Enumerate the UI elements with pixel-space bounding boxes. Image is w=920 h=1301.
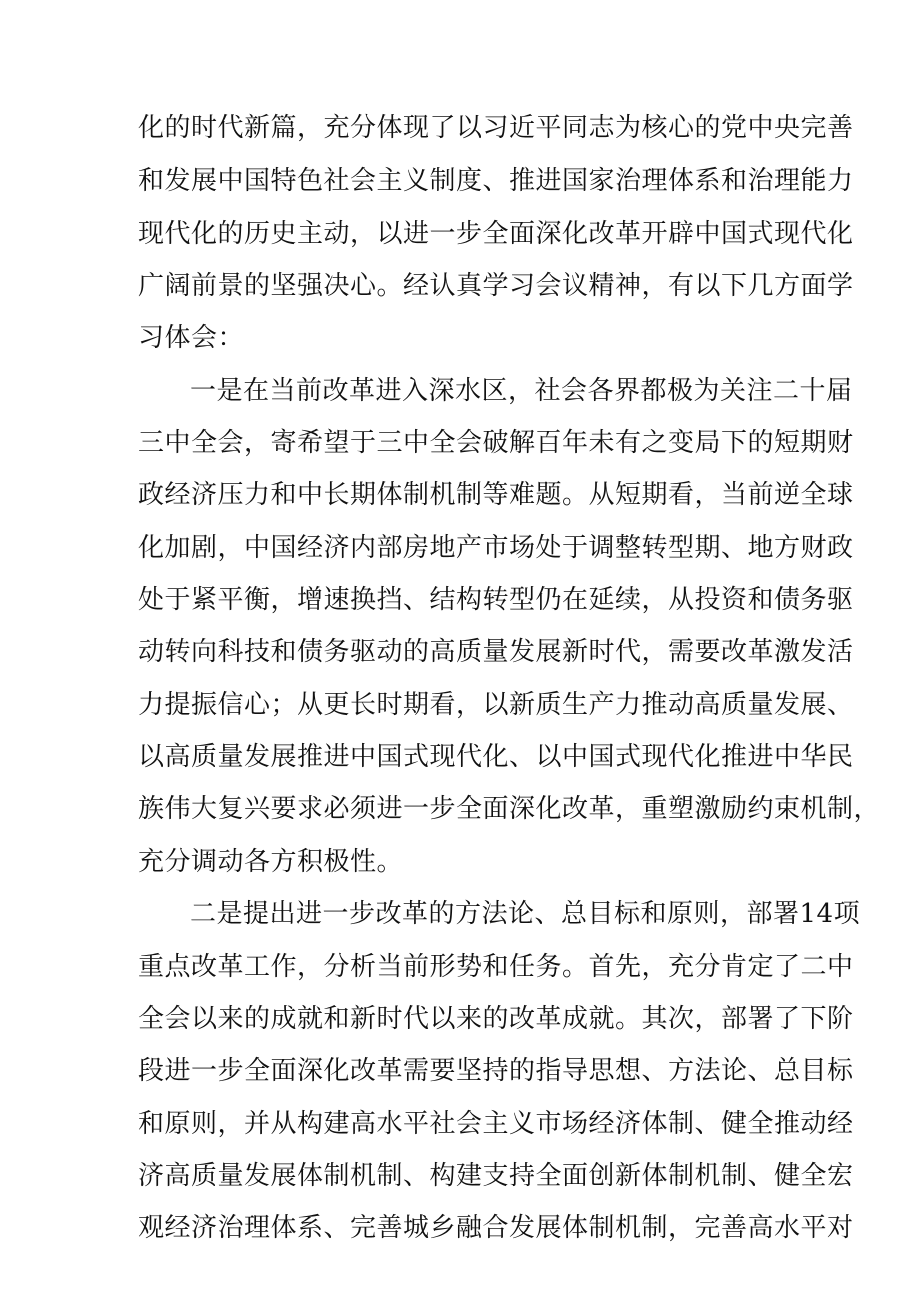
paragraph-3-line-1: 二是提出进一步改革的方法论、总目标和原则，部署14项 [190, 899, 861, 929]
paragraph-2-line-3: 政经济压力和中长期体制机制等难题。从短期看，当前逆全球 [138, 480, 854, 510]
paragraph-2-line-5: 处于紧平衡，增速换挡、结构转型仍在延续，从投资和债务驱 [138, 585, 854, 615]
paragraph-1-line-2: 和发展中国特色社会主义制度、推进国家治理体系和治理能力 [138, 166, 854, 196]
paragraph-2-line-4: 化加剧，中国经济内部房地产市场处于调整转型期、地方财政 [138, 533, 854, 563]
paragraph-3-line-4: 段进一步全面深化改革需要坚持的指导思想、方法论、总目标 [138, 1056, 854, 1086]
paragraph-2-line-8: 以高质量发展推进中国式现代化、以中国式现代化推进中华民 [138, 742, 854, 772]
paragraph-1-line-1: 化的时代新篇，充分体现了以习近平同志为核心的党中央完善 [138, 113, 854, 143]
paragraph-3-line-7: 观经济治理体系、完善城乡融合发展体制机制，完善高水平对 [138, 1213, 854, 1243]
paragraph-2-line-10: 充分调动各方积极性。 [138, 847, 404, 877]
paragraph-3-line-3: 全会以来的成就和新时代以来的改革成就。其次，部署了下阶 [138, 1004, 854, 1034]
paragraph-2-line-7: 力提振信心；从更长时期看，以新质生产力推动高质量发展、 [138, 690, 854, 720]
paragraph-2-line-1: 一是在当前改革进入深水区，社会各界都极为关注二十届 [190, 376, 853, 406]
paragraph-1-line-4: 广阔前景的坚强决心。经认真学习会议精神，有以下几方面学 [138, 271, 854, 301]
paragraph-2-line-6: 动转向科技和债务驱动的高质量发展新时代，需要改革激发活 [138, 637, 854, 667]
paragraph-3-line-2: 重点改革工作，分析当前形势和任务。首先，充分肯定了二中 [138, 952, 854, 982]
paragraph-3-line-5: 和原则，并从构建高水平社会主义市场经济体制、健全推动经 [138, 1109, 854, 1139]
paragraph-3-line-6: 济高质量发展体制机制、构建支持全面创新体制机制、健全宏 [138, 1161, 854, 1191]
paragraph-1-line-5: 习体会： [138, 323, 245, 353]
paragraph-1-line-3: 现代化的历史主动，以进一步全面深化改革开辟中国式现代化 [138, 219, 854, 249]
paragraph-2-line-9: 族伟大复兴要求必须进一步全面深化改革，重塑激励约束机制， [138, 794, 881, 824]
paragraph-2-line-2: 三中全会，寄希望于三中全会破解百年未有之变局下的短期财 [138, 428, 854, 458]
